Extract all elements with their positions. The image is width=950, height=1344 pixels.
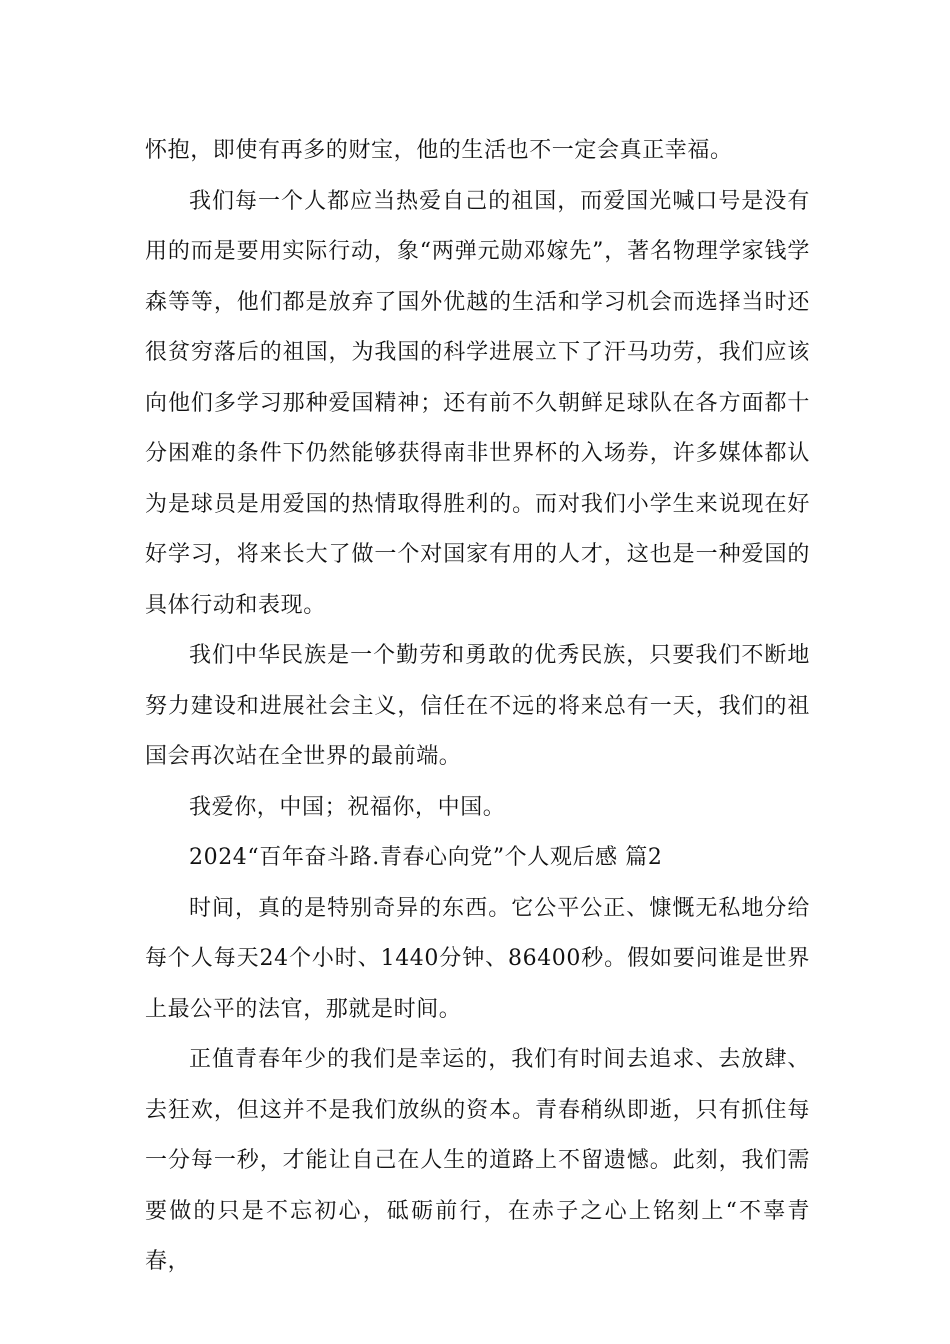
paragraph-youth: 正值青春年少的我们是幸运的，我们有时间去追求、去放肆、去狂欢，但这并不是我们放纵的资本。青春稍纵即逝，只有抓住每一分每一秒，才能让自己在人生的道路上不留遗憾。此刻，我们需要做的只是不忘初心，砥砺前行，在赤子之心上铭刻上“不辜青春，	[145, 1047, 810, 1274]
paragraph-time: 时间，真的是特别奇异的东西。它公平公正、慷慨无私地分给每个人每天24个小时、1440分钟、86400秒。假如要问谁是世界上最公平的法官，那就是时间。	[145, 895, 810, 1022]
section-heading: 2024“百年奋斗路.青春心向党”个人观后感 篇2	[189, 845, 663, 870]
paragraph-continuation: 怀抱，即使有再多的财宝，他的生活也不一定会真正幸福。	[145, 138, 733, 163]
paragraph-blessing: 我爱你，中国；祝福你，中国。	[189, 794, 506, 820]
paragraph-patriotism: 我们每一个人都应当热爱自己的祖国，而爱国光喊口号是没有用的而是要用实际行动，象“两弹元勋邓嫁先”，著名物理学家钱学森等等，他们都是放弃了国外优越的生活和学习机会而选择当时还很贫穷落后的祖国，为我国的科学进展立下了汗马功劳，我们应该向他们多学习那种爱国精神；还有前不久朝鲜足球队在各方面都十分困难的条件下仍然能够获得南非世界杯的入场券，许多媒体都认为是球员是用爱国的热情取得胜利的。而对我们小学生来说现在好好学习，将来长大了做一个对国家有用的人才，这也是一种爱国的具体行动和表现。	[145, 188, 810, 618]
paragraph-nation: 我们中华民族是一个勤劳和勇敢的优秀民族，只要我们不断地努力建设和进展社会主义，信任在不远的将来总有一天，我们的祖国会再次站在全世界的最前端。	[145, 643, 810, 769]
document-body	[145, 126, 810, 1288]
